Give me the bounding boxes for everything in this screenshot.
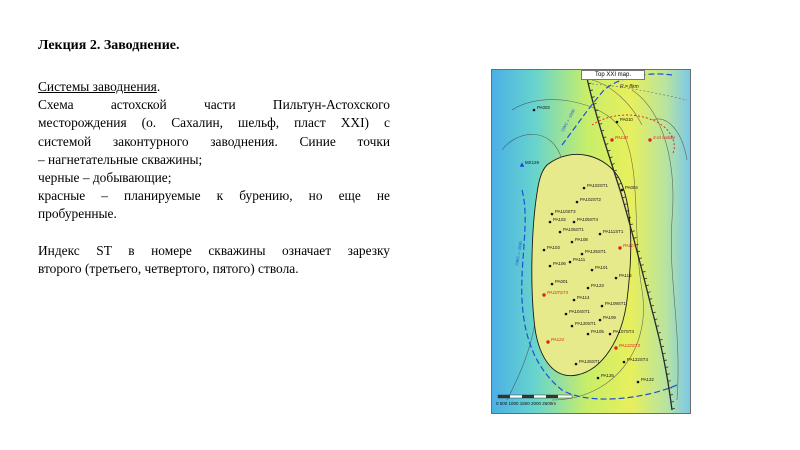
well-symbol [549,265,552,268]
well-symbol [571,241,574,244]
paragraph-gap [38,224,390,242]
well-label: PA107ST4 [613,329,634,334]
well-label: PA111ST1 [603,229,624,234]
well-label: MX129 [525,160,539,165]
well-label: PA108 [575,237,588,242]
well-symbol [551,283,554,286]
well-symbol [615,277,618,280]
well-symbol [559,231,562,234]
text-line: Схема астохской части Пильтун-Астохского [38,97,390,113]
well-label: PA120ST1 [575,321,596,326]
well-label: PA126 [601,373,614,378]
well-marker [648,135,675,142]
well-label: PA102 [553,217,566,222]
owc-label: OWC = -1990 [560,108,576,133]
well-symbol [614,346,617,349]
well-label: 3-rd saddle [653,135,675,140]
well-label: PA102ST2 [580,197,601,202]
well-label: PA105ST4 [577,217,598,222]
well-symbol [533,109,536,112]
text-line: – нагнетательные скважины; [38,151,203,167]
well-symbol [573,221,576,224]
well-symbol [549,221,552,224]
text-line: месторождения (о. Сахалин, шельф, пласт XXI) с [38,115,390,131]
well-label: PA109ST1 [605,301,626,306]
well-marker [533,105,551,111]
well-symbol [576,201,579,204]
well-symbol [575,363,578,366]
well-marker [614,343,640,350]
well-label: PA122 [641,377,654,382]
well-symbol [618,246,621,249]
map-header: Top XXI map. [581,70,645,80]
radius-arc [592,84,687,100]
well-marker [610,135,628,142]
well-symbol [551,213,554,216]
well-symbol [543,249,546,252]
well-marker [637,377,655,383]
well-label: PA111 [573,257,586,262]
text-line: второго (третьего, четвертого, пятого) ствола. [38,260,299,276]
well-label: PA123 [591,283,604,288]
scale-label: 0 500 1000 1500 2000 2500m [496,401,557,406]
text-line: пробуренные. [38,206,117,222]
well-symbol [542,293,545,296]
well-symbol [581,253,584,256]
well-symbol [565,313,568,316]
well-symbol [623,361,626,364]
fault-tick [639,258,642,259]
well-label: PA109 [603,315,616,320]
description-text [38,78,390,278]
fault-tick [665,367,668,368]
well-symbol [573,299,576,302]
well-label: PA113 [619,273,632,278]
well-symbol [648,138,651,141]
heading-period: . [156,79,161,94]
well-marker [616,117,634,123]
well-label: PA001 [555,279,568,284]
fault-tick [661,346,664,347]
fault-tick [634,238,637,239]
well-label: PA101 [595,265,608,270]
text-line: Индекс ST в номере скважины означает зарезку [38,242,390,258]
well-symbol [637,381,640,384]
well-label: PA122ST3 [619,343,640,348]
fault-tick [632,231,635,232]
well-symbol [546,340,549,343]
well-label: PA104ST1 [569,309,590,314]
well-label: PA105 [591,329,604,334]
text-line: красные – планируемые к бурению, но еще не [38,188,390,204]
well-label: PA117 [623,243,636,248]
well-label: PA106 [553,261,566,266]
well-symbol [583,187,586,190]
well-label: PA122ST4 [627,357,648,362]
well-symbol [587,287,590,290]
well-label: PA130 [615,135,628,140]
well-symbol [616,121,619,124]
well-label: PA110ST3 [555,209,576,214]
fault-tick [663,353,666,354]
well-label: PA126ST1 [579,359,600,364]
section-heading: Системы заводнения [38,79,157,94]
scale-bar [498,395,572,398]
well-label: PA125ST1 [585,249,606,254]
well-label: PA114 [577,295,590,300]
well-label: PA102ST1 [587,183,608,188]
well-label: PA107ST3 [547,290,568,295]
well-symbol [587,333,590,336]
owc-label-west: OWC = -1990 [514,240,524,266]
fault-tick [664,360,667,361]
fault-tick [667,374,670,375]
well-label: PA010 [620,117,633,122]
well-label: PA004 [625,185,638,190]
lecture-title: Лекция 2. Заводнение. [38,38,180,53]
well-marker [520,160,540,167]
well-label: PA103 [547,245,560,250]
well-marker [623,357,649,363]
fault-tick [641,265,644,266]
radius-label: R = 8km [620,84,639,90]
well-symbol [610,138,613,141]
well-label: PA124 [551,337,564,342]
well-marker [597,373,615,379]
paragraph-heading-line [38,78,390,96]
oilfield-map [491,69,691,414]
well-symbol [571,325,574,328]
well-symbol [601,305,604,308]
well-symbol [599,319,602,322]
fault-tick [635,244,638,245]
well-symbol [609,333,612,336]
well-label: PA105ST1 [563,227,584,232]
well-symbol [520,163,525,167]
text-line: черные – добывающие; [38,170,172,186]
well-label: PA003 [537,105,550,110]
well-symbol [599,233,602,236]
well-symbol [597,377,600,380]
well-symbol [591,269,594,272]
well-symbol [569,261,572,264]
text-line: системой законтурного заводнения. Синие точки [38,133,390,149]
